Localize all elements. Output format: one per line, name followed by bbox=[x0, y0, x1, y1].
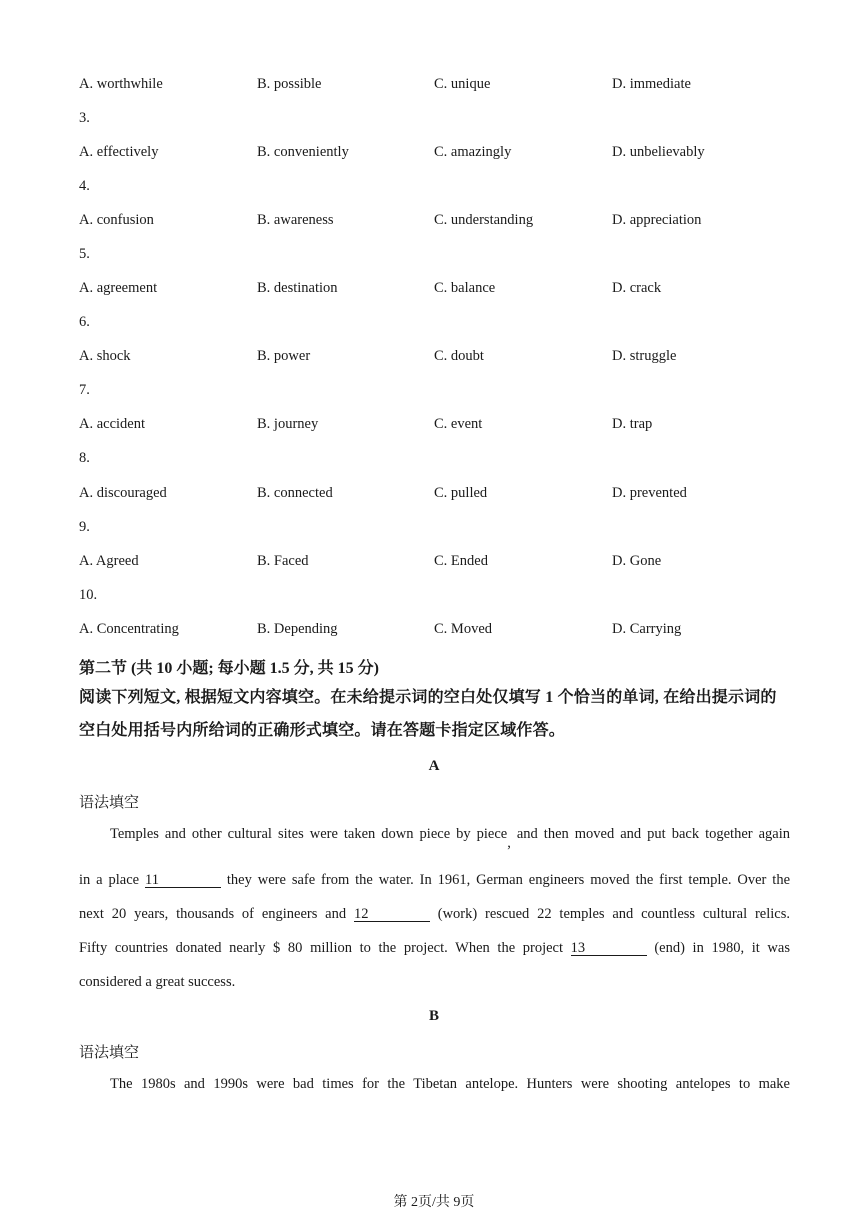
option-c: C. amazingly bbox=[434, 144, 512, 160]
passage-text: they were safe from the water. In 1961, German engineers moved the first temple. Over the bbox=[221, 872, 790, 888]
option-d: D. trap bbox=[612, 416, 653, 432]
question-number: 6. bbox=[79, 314, 90, 330]
question-number: 5. bbox=[79, 246, 90, 262]
option-c: C. Moved bbox=[434, 621, 492, 637]
passage-text: (work) rescued 22 temples and countless cultural relics. bbox=[429, 906, 790, 922]
option-c: C. Ended bbox=[434, 553, 488, 569]
option-c: C. doubt bbox=[434, 348, 484, 364]
option-c: C. understanding bbox=[434, 212, 534, 228]
option-a: A. confusion bbox=[79, 212, 154, 228]
passage-label: 语法填空 bbox=[79, 1045, 140, 1061]
option-a: A. Concentrating bbox=[79, 621, 179, 637]
blank-11: 11 bbox=[145, 873, 221, 888]
option-b: B. awareness bbox=[257, 212, 334, 228]
option-d: D. crack bbox=[612, 280, 662, 296]
question-number: 9. bbox=[79, 519, 90, 535]
option-a: A. accident bbox=[79, 416, 146, 432]
option-c: C. event bbox=[434, 416, 483, 432]
passage-text: Temples and other cultural sites were taken down piece by piece bbox=[110, 826, 508, 842]
option-d: D. struggle bbox=[612, 348, 677, 364]
passage-letter: B bbox=[428, 1008, 439, 1024]
section-instructions: 阅读下列短文, 根据短文内容填空。在未给提示词的空白处仅填写 1 个恰当的单词, 在给出提示词的空白处用括号内所给词的正确形式填空。请在答题卡指定区域作答。 bbox=[79, 689, 777, 739]
option-c: C. unique bbox=[434, 76, 491, 92]
option-d: D. immediate bbox=[612, 76, 691, 92]
option-a: A. worthwhile bbox=[79, 76, 163, 92]
question-number: 8. bbox=[79, 450, 90, 466]
section-title: 第二节 (共 10 小题; 每小题 1.5 分, 共 15 分) bbox=[79, 660, 379, 677]
page-footer: 第 2页/共 9页 bbox=[393, 1195, 475, 1210]
passage-text: Fifty countries donated nearly $ 80 million to the project. When the project bbox=[79, 940, 571, 956]
passage-line bbox=[79, 826, 790, 851]
option-d: D. prevented bbox=[612, 485, 687, 501]
option-d: D. unbelievably bbox=[612, 144, 705, 160]
option-a: A. shock bbox=[79, 348, 131, 364]
option-d: D. Carrying bbox=[612, 621, 682, 637]
passage-label: 语法填空 bbox=[79, 795, 140, 811]
question-number: 4. bbox=[79, 178, 90, 194]
passage-text: (end) in 1980, it was bbox=[646, 940, 790, 956]
option-b: B. Depending bbox=[257, 621, 338, 637]
option-b: B. destination bbox=[257, 280, 338, 296]
question-number: 7. bbox=[79, 382, 90, 398]
passage-text: next 20 years, thousands of engineers and bbox=[79, 906, 354, 922]
option-d: D. Gone bbox=[612, 553, 662, 569]
option-b: B. power bbox=[257, 348, 311, 364]
option-a: A. discouraged bbox=[79, 485, 167, 501]
option-a: A. effectively bbox=[79, 144, 159, 160]
passage-line bbox=[79, 940, 790, 957]
option-a: A. agreement bbox=[79, 280, 158, 296]
question-number: 3. bbox=[79, 110, 90, 126]
option-b: B. possible bbox=[257, 76, 322, 92]
passage-letter: A bbox=[428, 758, 440, 774]
passage-text: in a place bbox=[79, 872, 145, 888]
option-d: D. appreciation bbox=[612, 212, 702, 228]
passage-text: and then moved and put back together again bbox=[516, 826, 790, 842]
option-b: B. conveniently bbox=[257, 144, 349, 160]
blank-12: 12 bbox=[354, 907, 430, 922]
option-c: C. balance bbox=[434, 280, 496, 296]
blank-13: 13 bbox=[571, 941, 647, 956]
passage-line: The 1980s and 1990s were bad times for the Tibetan antelope. Hunters were shooting antelopes to make bbox=[110, 1076, 790, 1092]
option-c: C. pulled bbox=[434, 485, 488, 501]
passage-line bbox=[79, 872, 790, 889]
question-number: 10. bbox=[79, 587, 98, 603]
passage-line bbox=[79, 906, 790, 923]
option-b: B. connected bbox=[257, 485, 333, 501]
passage-line: considered a great success. bbox=[79, 974, 236, 990]
option-b: B. journey bbox=[257, 416, 319, 432]
option-b: B. Faced bbox=[257, 553, 309, 569]
option-a: A. Agreed bbox=[79, 553, 139, 569]
passage-comma: , bbox=[507, 835, 511, 851]
